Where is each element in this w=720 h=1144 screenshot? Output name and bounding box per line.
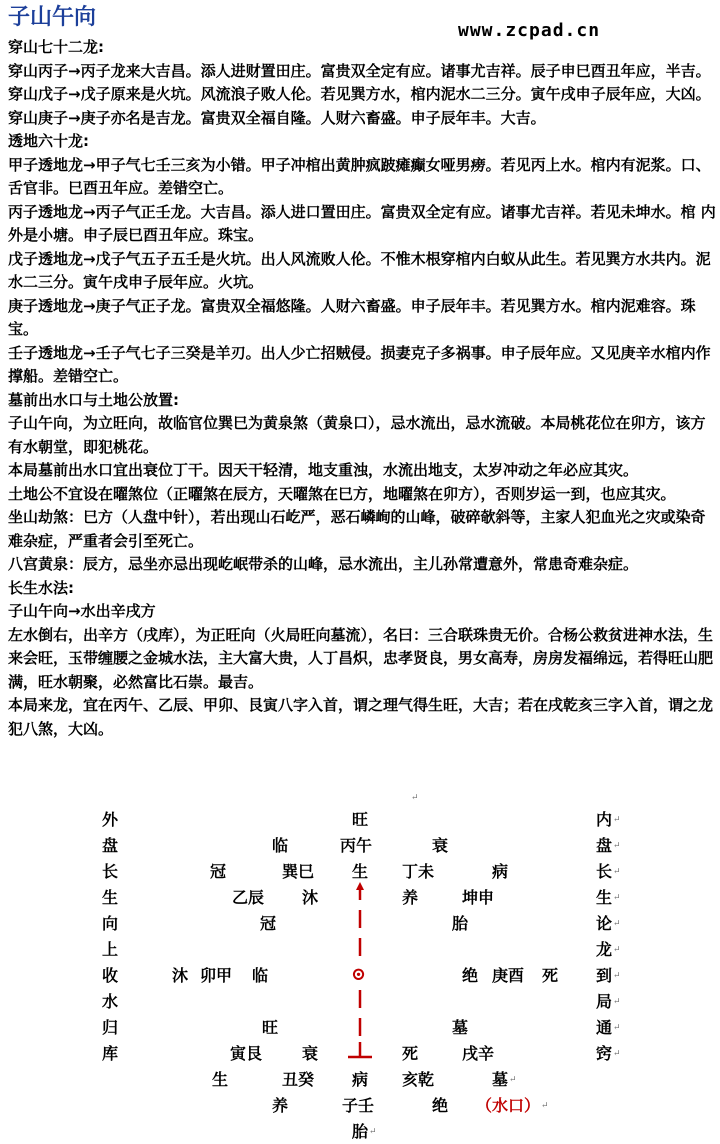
return-mark: ↵ (369, 1127, 377, 1137)
left-col-char: 水 (102, 992, 119, 1011)
stage-label: 临 (252, 966, 269, 985)
paragraph: 墓前出水口与土地公放置: (8, 390, 179, 409)
left-col-char: 长 (102, 862, 119, 881)
direction-label: 丑癸 (282, 1070, 315, 1089)
return-mark: ↵ (541, 1101, 549, 1111)
direction-label: 巽巳 (282, 862, 315, 881)
paragraph: 子山午向，为立旺向，故临官位巽巳为黄泉煞（黄泉口），忌水流出，忌水流破。本局桃花位在卯方，该方有水朝堂，即犯桃花。 (8, 414, 706, 456)
stage-label: 墓 (452, 1018, 469, 1037)
stage-label: 绝 (432, 1096, 449, 1115)
direction-label: 亥乾 (402, 1070, 435, 1089)
right-col-char: 通 (596, 1018, 613, 1037)
return-mark: ↵ (613, 919, 621, 929)
left-col-char: 向 (102, 914, 119, 933)
center-marker: ⊙ (351, 964, 367, 985)
left-col-char: 盘 (102, 836, 119, 855)
stage-label: 胎 (452, 914, 469, 933)
paragraph: 甲子透地龙→甲子气七壬三亥为小错。甲子冲棺出黄肿疯跛瘫癫女哑男痨。若见丙上水。棺内有泥浆。口、舌官非。巳酉丑年应。差错空亡。 (8, 155, 711, 197)
stage-label: 冠 (260, 914, 277, 933)
return-mark: ↵ (613, 841, 621, 851)
paragraph: 左水倒右，出辛方（戌库），为正旺向（火局旺向墓流），名曰：三合联珠贵无价。合杨公救贫进神水法，生来会旺，玉带缠腰之金城水法，主大富大贵，人丁昌炽，忠孝贤良，男女高寿，房房发福绵远，若得旺山肥满，旺水朝聚，必然富比石崇。最吉。 (8, 625, 714, 691)
return-mark: ↵ (613, 1023, 621, 1033)
right-col-char: 论 (596, 914, 613, 933)
right-col-char: 内 (596, 810, 613, 829)
stage-label: 旺 (352, 810, 369, 829)
stage-label: 冠 (210, 862, 227, 881)
right-col-char: 生 (596, 888, 613, 907)
stage-label: 死 (542, 966, 559, 985)
return-mark: ↵ (613, 971, 621, 981)
paragraph: 长生水法: (8, 578, 74, 597)
direction-label: 乙辰 (232, 888, 265, 907)
stage-label: 临 (272, 836, 289, 855)
paragraph: 子山午向→水出辛戌方 (8, 602, 156, 620)
paragraph: 坐山劫煞：巳方（人盘中针），若出现山石屹严，恶石嶙峋的山峰，破碎欹斜等，主家人犯血光之灾或染奇难杂症，严重者会引至死亡。 (8, 508, 706, 550)
direction-label: 子壬 (342, 1096, 375, 1115)
paragraph: 戊子透地龙→戊子气五子五壬是火坑。出人风流败人伦。不惟木根穿棺内白蚁从此生。若见巽方水共内。泥水二三分。寅午戌申子辰年应。火坑。 (8, 249, 711, 291)
return-mark: ↵ (613, 945, 621, 955)
left-col-char: 外 (102, 810, 119, 829)
stage-label: 胎 (352, 1122, 369, 1141)
right-col-char: 局 (596, 992, 613, 1011)
paragraph: 丙子透地龙→丙子气正壬龙。大吉昌。添人进口置田庄。富贵双全定有应。诸事尤吉祥。若见未坤水。棺 内外是小塘。申子辰巳酉丑年应。珠宝。 (8, 202, 716, 244)
right-col-char: 盘 (596, 836, 613, 855)
right-col-char: 窍 (596, 1044, 613, 1063)
return-mark: ↵ (613, 867, 621, 877)
stage-label: 病 (492, 862, 509, 881)
left-col-char: 归 (102, 1018, 119, 1037)
site-url[interactable]: www.zcpad.cn (458, 20, 601, 41)
stage-label: 旺 (262, 1018, 279, 1037)
stage-label: 沐 (172, 966, 189, 985)
direction-label: 戌辛 (462, 1044, 495, 1063)
left-col-char: 库 (102, 1044, 119, 1063)
direction-label: 丙午 (340, 836, 373, 855)
stage-label: 沐 (302, 888, 319, 907)
paragraph: 本局来龙，宜在丙午、乙辰、甲卯、艮寅八字入首，谓之理气得生旺，大吉；若在戌乾亥三字入首，谓之龙犯八煞，大凶。 (8, 696, 714, 738)
direction-label: 丁未 (402, 862, 435, 881)
stage-label: 死 (402, 1044, 419, 1063)
direction-label: 寅艮 (230, 1044, 263, 1063)
stage-label: 衰 (302, 1044, 319, 1063)
right-col-char: 长 (596, 862, 613, 881)
paragraph: 透地六十龙: (8, 132, 89, 150)
return-mark: ↵ (411, 793, 419, 803)
paragraph: 穿山戊子→戊子原来是火坑。风流浪子败人伦。若见巽方水，棺内泥水二三分。寅午戌申子辰年应，大凶。 (8, 85, 711, 103)
stage-label: 生 (212, 1070, 229, 1089)
article-body (8, 36, 716, 741)
right-col-char: 到 (596, 966, 613, 985)
paragraph: 八宫黄泉：辰方，忌坐亦忌出现屹岷带杀的山峰，忌水流出，主儿孙常遭意外，常患奇难杂症。 (8, 555, 639, 573)
paragraph: 壬子透地龙→壬子气七子三癸是羊刃。出人少亡招贼侵。损妻克子多祸事。申子辰年应。又见庚辛水棺内作撑船。差错空亡。 (8, 343, 711, 385)
stage-label: 养 (402, 888, 419, 907)
stage-label: 墓 (492, 1070, 509, 1089)
direction-label: 庚酉 (492, 966, 525, 985)
return-mark: ↵ (509, 1075, 517, 1085)
page-title: 子山午向 (8, 5, 97, 30)
stage-label: 生 (352, 862, 369, 881)
paragraph: 本局墓前出水口宜出衰位丁干。因天干轻清，地支重浊，水流出地支，太岁冲动之年必应其灾。 (8, 461, 639, 479)
stage-label: 病 (352, 1070, 369, 1089)
direction-label: 坤申 (462, 888, 495, 907)
left-col-char: 生 (102, 888, 119, 907)
paragraph: 穿山庚子→庚子亦名是吉龙。富贵双全福自隆。人财六畜盛。申子辰年丰。大吉。 (8, 108, 546, 127)
stage-label: 衰 (432, 836, 449, 855)
return-mark: ↵ (613, 997, 621, 1007)
left-col-char: 上 (102, 940, 119, 959)
paragraph: 穿山丙子→丙子龙来大吉昌。添人进财置田庄。富贵双全定有应。诸事尤吉祥。辰子申巳酉丑年应，半吉。 (8, 61, 711, 80)
return-mark: ↵ (613, 1049, 621, 1059)
stage-label: 养 (272, 1096, 289, 1115)
paragraph: 土地公不宜设在曜煞位（正曜煞在辰方，天曜煞在巳方，地曜煞在卯方），否则岁运一到，也应其灾。 (8, 484, 676, 503)
left-col-char: 收 (102, 966, 119, 985)
paragraph: 庚子透地龙→庚子气正子龙。富贵双全福悠隆。人财六畜盛。申子辰年丰。若见巽方水。棺内泥难容。珠宝。 (8, 296, 696, 338)
return-mark: ↵ (613, 893, 621, 903)
return-mark: ↵ (613, 815, 621, 825)
paragraph: 穿山七十二龙: (8, 38, 104, 56)
water-outlet-label: （水口） (476, 1096, 541, 1115)
stage-label: 绝 (462, 966, 479, 985)
water-method-diagram (0, 780, 720, 1144)
right-col-char: 龙 (596, 940, 613, 959)
direction-label: 卯甲 (200, 966, 233, 985)
